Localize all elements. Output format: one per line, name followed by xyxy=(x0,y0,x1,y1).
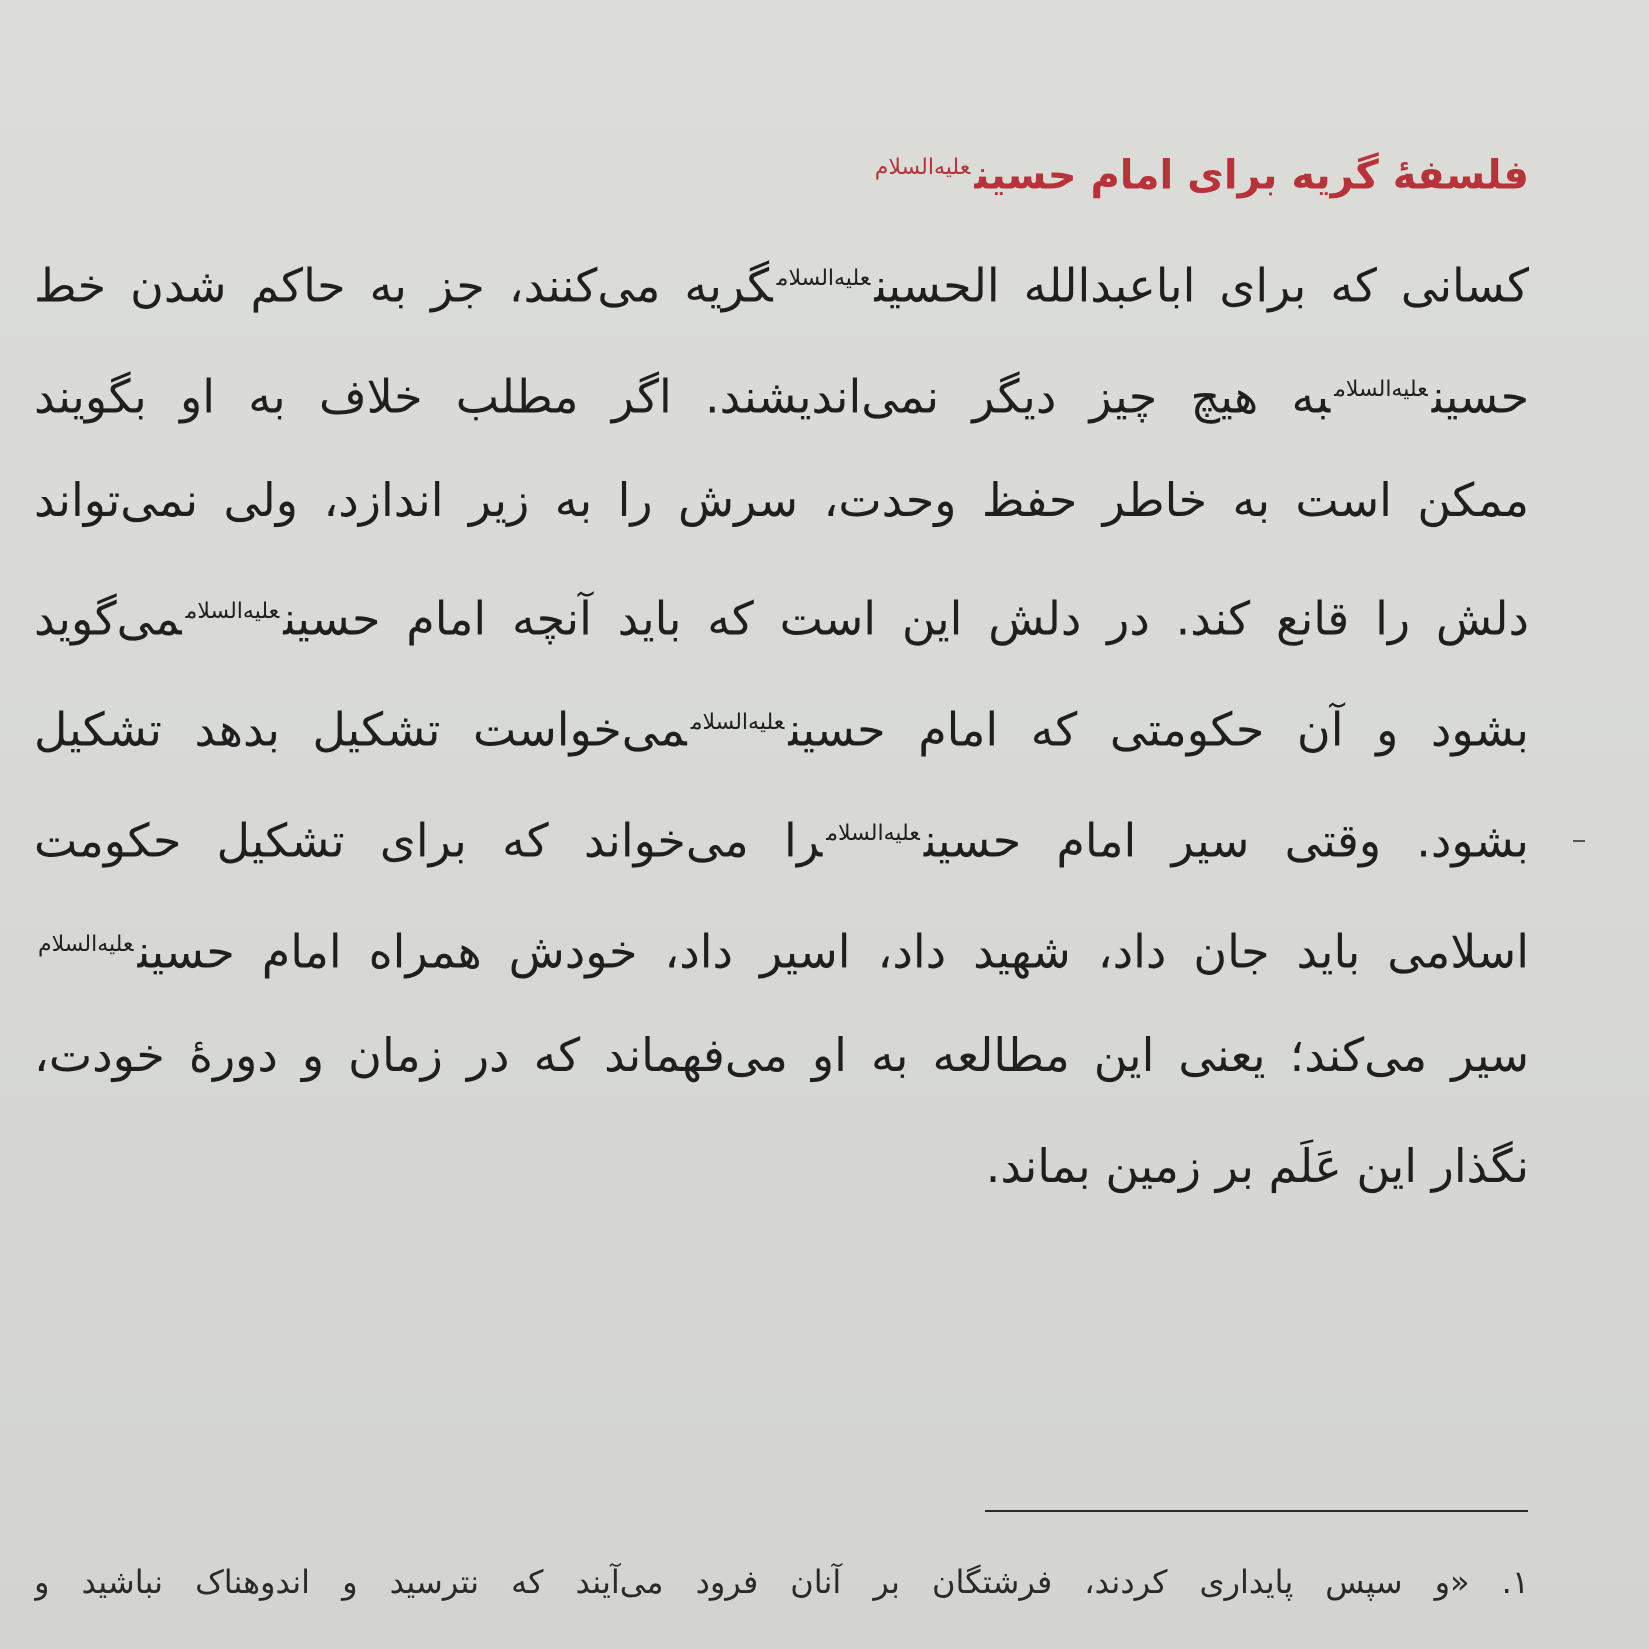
text-line-4: دلش را قانع کند. در دلش این است که باید آنچه امام حسین$^{علیه‌السلام}$می‌گوید xyxy=(34,591,1529,646)
footnote-text: ۱. «و سپس پایداری کردند، فرشتگان بر آنان فرود می‌آیند که نترسید و اندوهناک نباشید و xyxy=(34,1563,1529,1601)
section-heading xyxy=(871,138,1529,205)
text-line-6: بشود. وقتی سیر امام حسین$^{علیه‌السلام}$را می‌خواند که برای تشکیل حکومت xyxy=(34,813,1529,868)
honorific-mark: علیه‌السلام xyxy=(690,710,785,735)
text-line-2: حسین$^{علیه‌السلام}$به هیچ چیز دیگر نمی‌اندیشند. اگر مطلب خلاف به او بگویند xyxy=(34,369,1529,424)
honorific-mark: علیه‌السلام xyxy=(776,266,871,291)
honorific-mark: علیه‌السلام xyxy=(874,155,971,180)
honorific-mark: علیه‌السلام xyxy=(1334,377,1428,402)
honorific-mark: علیه‌السلام xyxy=(185,599,280,624)
body-paragraph xyxy=(34,223,1529,1222)
text-line-8: سیر می‌کند؛ یعنی این مطالعه به او می‌فهماند که در زمان و دورهٔ خودت، xyxy=(34,1028,1529,1082)
text-line-3: ممکن است به خاطر حفظ وحدت، سرش را به زیر اندازد، ولی نمی‌تواند xyxy=(34,473,1529,527)
text-line-9: نگذار این عَلَم بر زمین بماند. xyxy=(985,1139,1529,1193)
honorific-mark: علیه‌السلام xyxy=(826,821,920,846)
footnote xyxy=(34,1552,1529,1612)
text-line-7: اسلامی باید جان داد، شهید داد، اسیر داد، خودش همراه امام حسین$^{علیه‌السلام}$ xyxy=(38,924,1529,979)
section-title: فلسفهٔ گریه برای امام حسین xyxy=(974,152,1529,199)
honorific-mark: علیه‌السلام xyxy=(38,932,134,957)
margin-mark xyxy=(1573,840,1585,842)
footnote-divider xyxy=(985,1510,1528,1512)
text-line-5: بشود و آن حکومتی که امام حسین$^{علیه‌السلام}$می‌خواست تشکیل بدهد تشکیل xyxy=(34,702,1529,757)
text-line-1: کسانی که برای اباعبدالله الحسین$^{علیه‌السلام}$گریه می‌کنند، جز به حاکم شدن خط xyxy=(34,258,1529,313)
